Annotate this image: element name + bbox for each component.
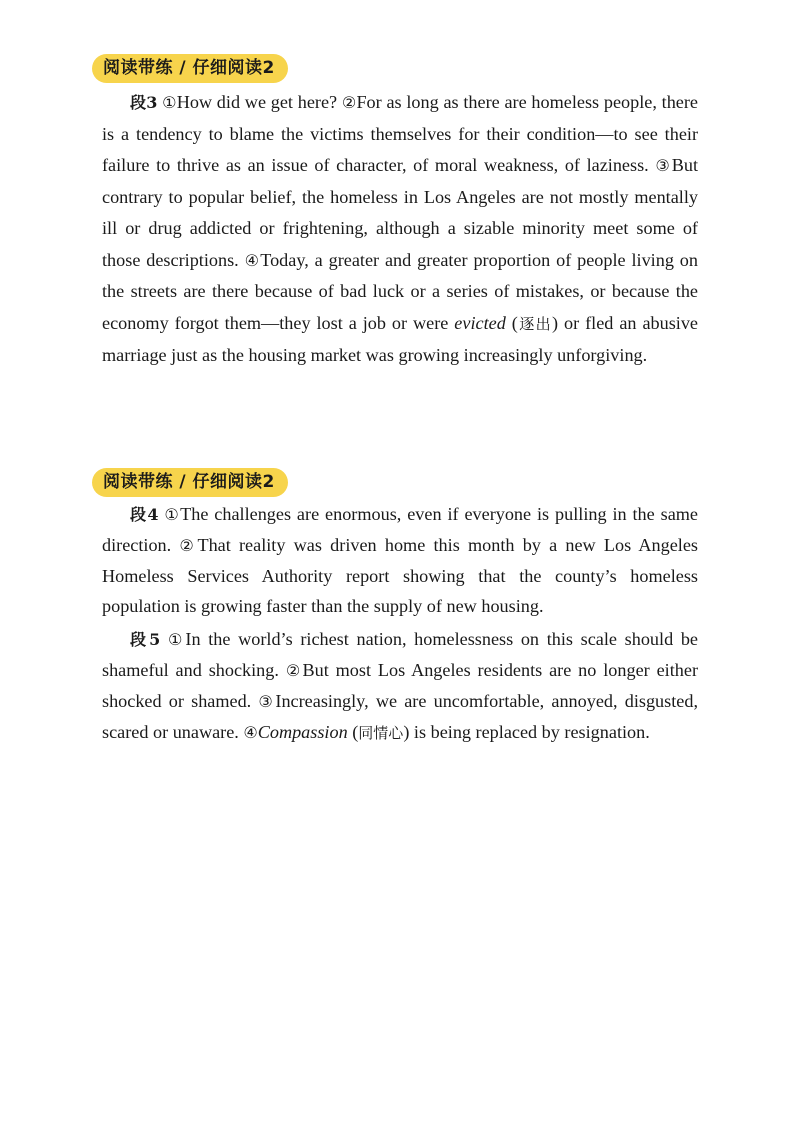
sentence-number: ④ (244, 250, 261, 270)
chinese-gloss: 同情心 (358, 724, 404, 742)
sentence-text: That reality was driven home this month by a new Los Angeles Homeless Services Authority report showing that the county’s homeless population is growing faster than the supply of new housing. (102, 535, 699, 616)
paragraph-5 (92, 624, 698, 748)
paragraph-3 (92, 87, 698, 372)
sentence-text: For as long as there are homeless people, there is a tendency to blame the victims themselves for their condition—to see their failure to thrive as an issue of character, of moral weakness, of laziness. (102, 92, 699, 175)
sentence-text: Increasingly, we are uncomfortable, annoyed, disgusted, scared or unaware. (102, 691, 698, 742)
sentence-number: ④ (243, 723, 258, 742)
sentence-number: ① (167, 630, 186, 649)
reading-section-2 (92, 468, 698, 748)
sentence-text: Today, a greater and greater proportion of people living on the streets are there because of bad luck or a series of mistakes, or because the economy forgot them—they lost a job or were (102, 249, 698, 333)
sentence-text: The challenges are enormous, even if everyone is pulling in the same direction. (102, 504, 698, 555)
gloss-close-paren: ) (552, 312, 559, 333)
gloss-open-paren: ( (347, 722, 359, 742)
vocab-word: evicted (454, 312, 506, 333)
sentence-number: ① (162, 93, 177, 112)
sentence-text: is being replaced by resignation. (409, 722, 650, 742)
sentence-number: ② (285, 661, 303, 680)
gloss-close-paren: ) (403, 722, 410, 742)
gloss-open-paren: ( (505, 312, 518, 333)
reading-section-1 (92, 54, 698, 372)
section-tag: 阅读带练 / 仔细阅读2 (92, 468, 288, 497)
sentence-text: But most Los Angeles residents are no longer either shocked or shamed. (102, 660, 699, 711)
sentence-text: In the world’s richest nation, homelessness on this scale should be shameful and shocking. (102, 629, 698, 680)
sentence-number: ③ (258, 692, 276, 711)
sentence-number: ② (179, 536, 198, 555)
sentence-number: ① (164, 505, 181, 524)
paragraph-4 (92, 499, 698, 621)
sentence-text: or fled an abusive marriage just as the housing market was growing increasingly unforgiving. (102, 312, 699, 365)
paragraph-label: 段3 (130, 93, 158, 112)
sentence-number: ③ (655, 156, 672, 175)
paragraph-label: 段5 (130, 630, 161, 649)
sentence-text: But contrary to popular belief, the homeless in Los Angeles are not mostly mentally ill or drug addicted or frightening, although a sizable minority meet some of those descriptions. (102, 155, 698, 270)
sentence-number: ② (341, 93, 357, 112)
sentence-text: How did we get here? (176, 92, 342, 112)
paragraph-label: 段4 (130, 505, 159, 524)
vocab-word: Compassion (257, 722, 348, 742)
section-tag: 阅读带练 / 仔细阅读2 (92, 54, 288, 83)
chinese-gloss: 逐出 (517, 314, 553, 333)
